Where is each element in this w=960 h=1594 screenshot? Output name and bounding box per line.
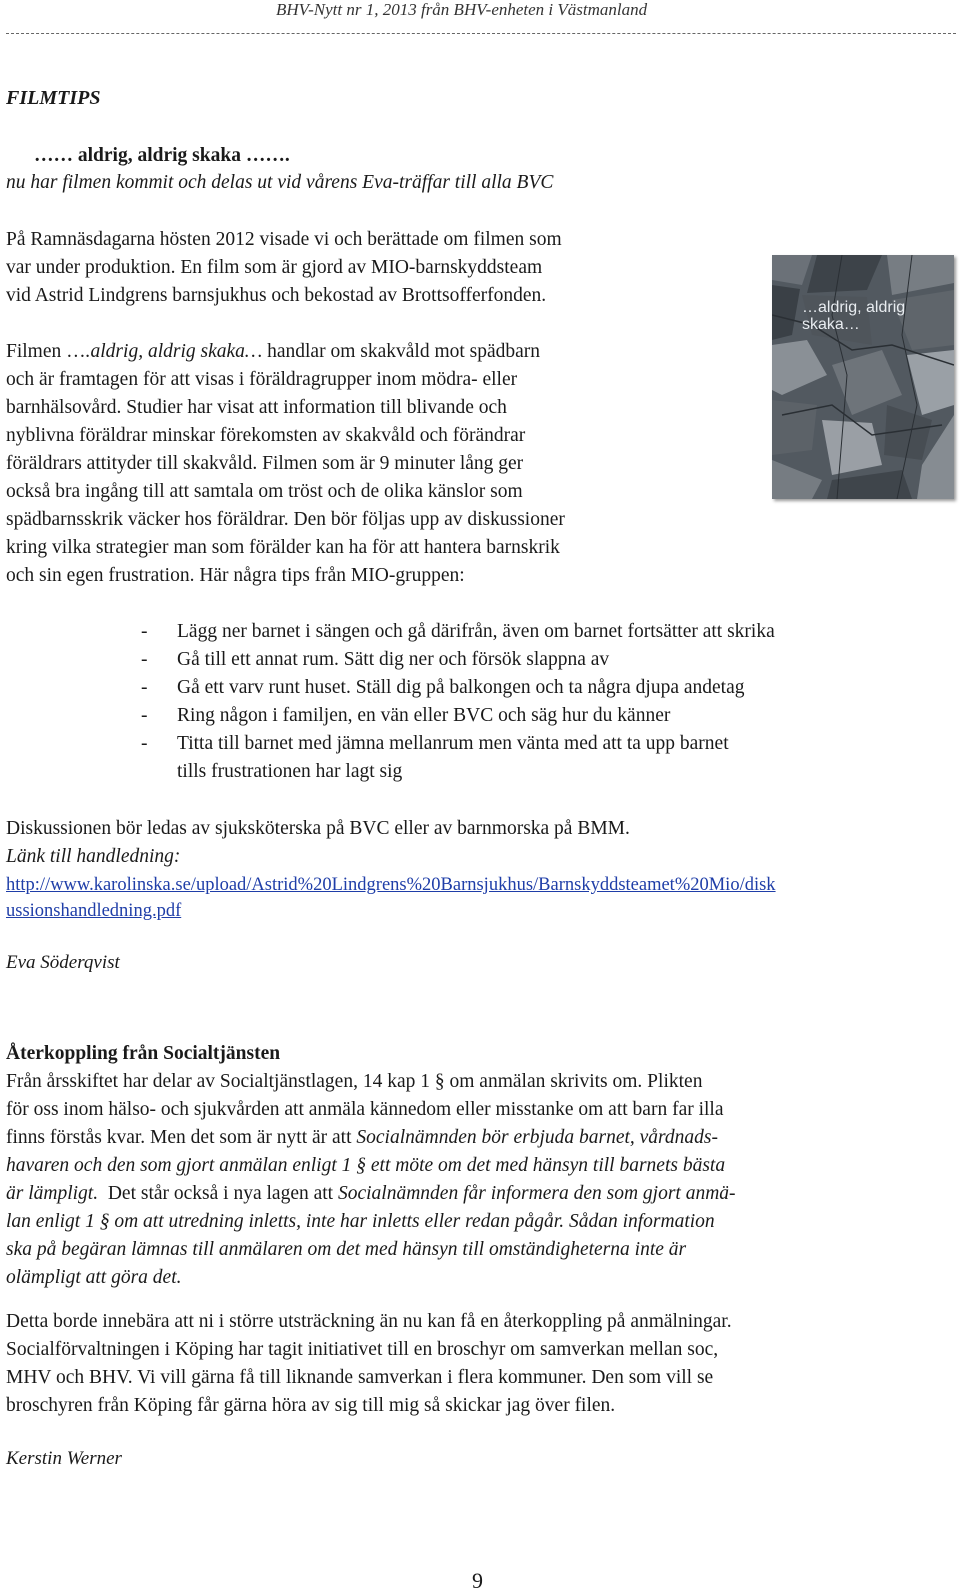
social-line: ska på begäran lämnas till anmälaren om det med hänsyn till omständigheterna inte är xyxy=(6,1239,687,1260)
para2-line: nyblivna föräldrar minskar förekomsten av skakvåld och förändrar xyxy=(6,425,526,446)
page-header: BHV-Nytt nr 1, 2013 från BHV-enheten i Västmanland xyxy=(276,0,648,19)
section-symbol: § xyxy=(99,1211,110,1232)
handout-link-cont[interactable] xyxy=(6,902,181,921)
list-bullet: - xyxy=(141,621,148,642)
para2-line: spädbarnsskrik väcker hos föräldrar. Den bör följas upp av diskussioner xyxy=(6,509,565,530)
text-run-italic: om att utredning inletts, inte har inletts eller redan pågår. Sådan information xyxy=(109,1211,715,1232)
text-run-italic: ett möte om det med hänsyn till barnets bästa xyxy=(366,1155,726,1176)
section-symbol: § xyxy=(434,1071,445,1092)
text-run: Från årsskiftet har delar av Socialtjänstlagen, 14 kap 1 xyxy=(6,1071,435,1092)
film-title-inline: .aldrig, aldrig skaka… xyxy=(85,341,263,362)
film-cover-title-line: skaka… xyxy=(802,316,860,333)
film-cover-title-line: …aldrig, aldrig xyxy=(802,299,906,316)
text-run-italic: Socialnämnden bör erbjuda barnet, vårdnads- xyxy=(356,1127,719,1148)
list-item-continuation: tills frustrationen har lagt sig xyxy=(177,761,403,782)
discussion-text: Diskussionen bör ledas av sjuksköterska på BVC eller av barnmorska på BMM. xyxy=(6,818,630,839)
link-label: Länk till handledning: xyxy=(6,846,181,867)
section-title: FILMTIPS xyxy=(6,87,101,109)
para2-line: barnhälsovård. Studier har visat att information till blivande och xyxy=(6,397,507,418)
list-item: Gå till ett annat rum. Sätt dig ner och försök slappna av xyxy=(177,649,610,670)
text-run-italic: är lämpligt. xyxy=(6,1183,99,1204)
para1-line: var under produktion. En film som är gjord av MIO-barnskyddsteam xyxy=(6,257,543,278)
para2-line: och är framtagen för att visas i föräldragrupper inom mödra- eller xyxy=(6,369,518,390)
page-number: 9 xyxy=(472,1568,483,1593)
list-item: Titta till barnet med jämna mellanrum men vänta med att ta upp barnet xyxy=(177,733,729,754)
list-bullet: - xyxy=(141,705,148,726)
para2-pre: Filmen … xyxy=(6,341,86,362)
film-cover-image xyxy=(772,255,954,499)
list-bullet: - xyxy=(141,649,148,670)
social-p2-line: Detta borde innebära att ni i större utsträckning än nu kan få en återkoppling på anmälningar. xyxy=(6,1311,732,1332)
text-run: finns förstås kvar. Men det som är nytt är att xyxy=(6,1127,357,1148)
para2-post: handlar om skakvåld mot spädbarn xyxy=(262,341,541,362)
social-line xyxy=(6,1156,725,1176)
author-signature: Eva Söderqvist xyxy=(6,952,120,973)
para2-line: och sin egen frustration. Här några tips från MIO-gruppen: xyxy=(6,565,465,586)
text-run-italic: Socialnämnden får informera den som gjort anmä- xyxy=(337,1183,736,1204)
text-run: om anmälan skrivits om. Plikten xyxy=(444,1071,703,1092)
social-p2-line: MHV och BHV. Vi vill gärna få till liknande samverkan i flera kommuner. Den som vill se xyxy=(6,1367,714,1388)
list-item: Gå ett varv runt huset. Ställ dig på balkongen och ta några djupa andetag xyxy=(177,677,745,698)
para2-line: kring vilka strategier man som förälder kan ha för att hantera barnskrik xyxy=(6,537,560,558)
header-divider xyxy=(6,33,956,34)
section-symbol: § xyxy=(356,1155,366,1176)
social-line: för oss inom hälso- och sjukvården att anmäla kännedom eller misstanke om att barn far illa xyxy=(6,1099,724,1120)
section-heading: Återkoppling från Socialtjänsten xyxy=(6,1043,281,1064)
handout-link-line[interactable]: ussionshandledning.pdf xyxy=(6,901,182,921)
social-line xyxy=(6,1212,715,1232)
film-subtitle: nu har filmen kommit och delas ut vid vårens Eva-träffar till alla BVC xyxy=(6,172,554,193)
list-bullet: - xyxy=(141,677,148,698)
text-run-italic: lan enligt 1 xyxy=(6,1211,100,1232)
social-line xyxy=(6,1072,702,1092)
para1-line: På Ramnäsdagarna hösten 2012 visade vi och berättade om filmen som xyxy=(6,229,562,250)
para1-line: vid Astrid Lindgrens barnsjukhus och bekostad av Brottsofferfonden. xyxy=(6,285,547,306)
para2-line: föräldrars attityder till skakvåld. Filmen som är 9 minuter lång ger xyxy=(6,453,524,474)
ice-texture-graphic xyxy=(772,255,954,499)
film-title: …… aldrig, aldrig skaka ……. xyxy=(34,145,290,166)
social-line: olämpligt att göra det. xyxy=(6,1267,182,1288)
social-p2-line: broschyren från Köping får gärna höra av sig till mig så skickar jag över filen. xyxy=(6,1395,616,1416)
social-p2-line: Socialförvaltningen i Köping har tagit initiativet till en broschyr om samverkan mellan soc, xyxy=(6,1339,719,1360)
text-run-italic: havaren och den som gjort anmälan enligt 1 xyxy=(6,1155,357,1176)
list-bullet: - xyxy=(141,733,148,754)
social-line xyxy=(6,1184,736,1204)
author-signature: Kerstin Werner xyxy=(6,1448,122,1469)
film-cover-title xyxy=(802,299,905,333)
para2-line xyxy=(6,342,540,362)
para2-line: också bra ingång till att samtala om tröst och de olika känslor som xyxy=(6,481,523,502)
list-item: Ring någon i familjen, en vän eller BVC och säg hur du känner xyxy=(177,705,671,726)
handout-link[interactable] xyxy=(6,876,776,895)
text-run: Det står också i nya lagen att xyxy=(98,1183,338,1204)
handout-link-line[interactable]: http://www.karolinska.se/upload/Astrid%20Lindgrens%20Barnsjukhus/Barnskyddsteamet%20Mio/disk xyxy=(6,875,776,895)
social-line xyxy=(6,1128,718,1148)
list-item: Lägg ner barnet i sängen och gå därifrån, även om barnet fortsätter att skrika xyxy=(177,621,775,642)
